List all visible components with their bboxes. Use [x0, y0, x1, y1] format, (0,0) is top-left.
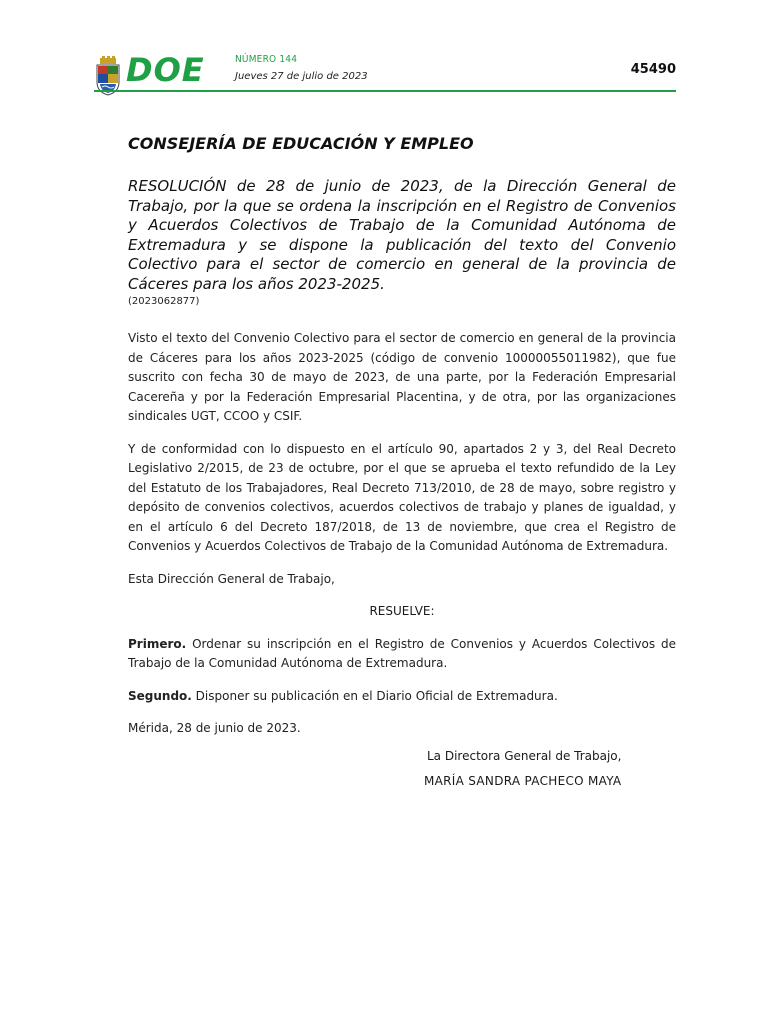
paragraph-direccion: Esta Dirección General de Trabajo, — [128, 571, 335, 586]
paragraph-conformidad: Y de conformidad con lo dispuesto en el artículo 90, apartados 2 y 3, del Real Decreto Legislativo 2/2015, de 23 de octubre, por el que se aprueba el texto refundido de la Ley del Estatuto de los Trabajadores, Real Decreto 713/2010, de 28 de mayo, sobre registro y depósito de convenios colectivos, acuerdos colectivos de trabajo y planes de igualdad, y en el artículo 6 del Decreto 187/2018, de 13 de noviembre, que crea el Registro de Convenios y Acuerdos Colectivos de Trabajo de la Comunidad Autónoma de Extremadura. — [128, 441, 676, 553]
header-divider — [94, 90, 676, 92]
page-header — [94, 52, 676, 92]
signature-name: MARÍA SANDRA PACHECO MAYA — [424, 773, 622, 788]
place-date: Mérida, 28 de junio de 2023. — [128, 721, 301, 735]
issue-date: Jueves 27 de julio de 2023 — [235, 71, 368, 82]
second-text: Disponer su publicación en el Diario Oficial de Extremadura. — [191, 688, 558, 703]
resolution-item-first — [128, 635, 676, 674]
first-label: Primero. — [128, 636, 187, 651]
page-number: 45490 — [630, 62, 676, 77]
department-heading: CONSEJERÍA DE EDUCACIÓN Y EMPLEO — [128, 134, 474, 153]
second-label: Segundo. — [128, 688, 192, 703]
paragraph-visto: Visto el texto del Convenio Colectivo para el sector de comercio en general de la provincia de Cáceres para los años 2023-2025 (código de convenio 10000055011982), que fue suscrito con fecha 30 de mayo de 2023, de una parte, por la Federación Empresarial Cacereña y por la Federación Empresarial Placentina, y de otra, por las organizaciones sindicales UGT, CCOO y CSIF. — [128, 331, 676, 423]
doe-logo: DOE — [126, 51, 205, 89]
issue-number: NÚMERO 144 — [235, 54, 298, 65]
resolution-title: RESOLUCIÓN de 28 de junio de 2023, de la Dirección General de Trabajo, por la que se ordena la inscripción en el Registro de Convenios y Acuerdos Colectivos de Trabajo de la Comunidad Autónoma de Extremadura y se dispone la publicación del texto del Convenio Colectivo para el sector de comercio en general de la provincia de Cáceres para los años 2023-2025. — [128, 177, 676, 293]
signature-role: La Directora General de Trabajo, — [427, 748, 622, 763]
document-body — [128, 130, 676, 809]
signature-block — [128, 749, 676, 809]
resuelve-heading: RESUELVE: — [369, 604, 435, 618]
resolution-item-second — [128, 687, 676, 707]
resolution-code: (2023062877) — [128, 296, 200, 307]
first-text: Ordenar su inscripción en el Registro de Convenios y Acuerdos Colectivos de Trabajo de la Comunidad Autónoma de Extremadura. — [128, 636, 676, 670]
